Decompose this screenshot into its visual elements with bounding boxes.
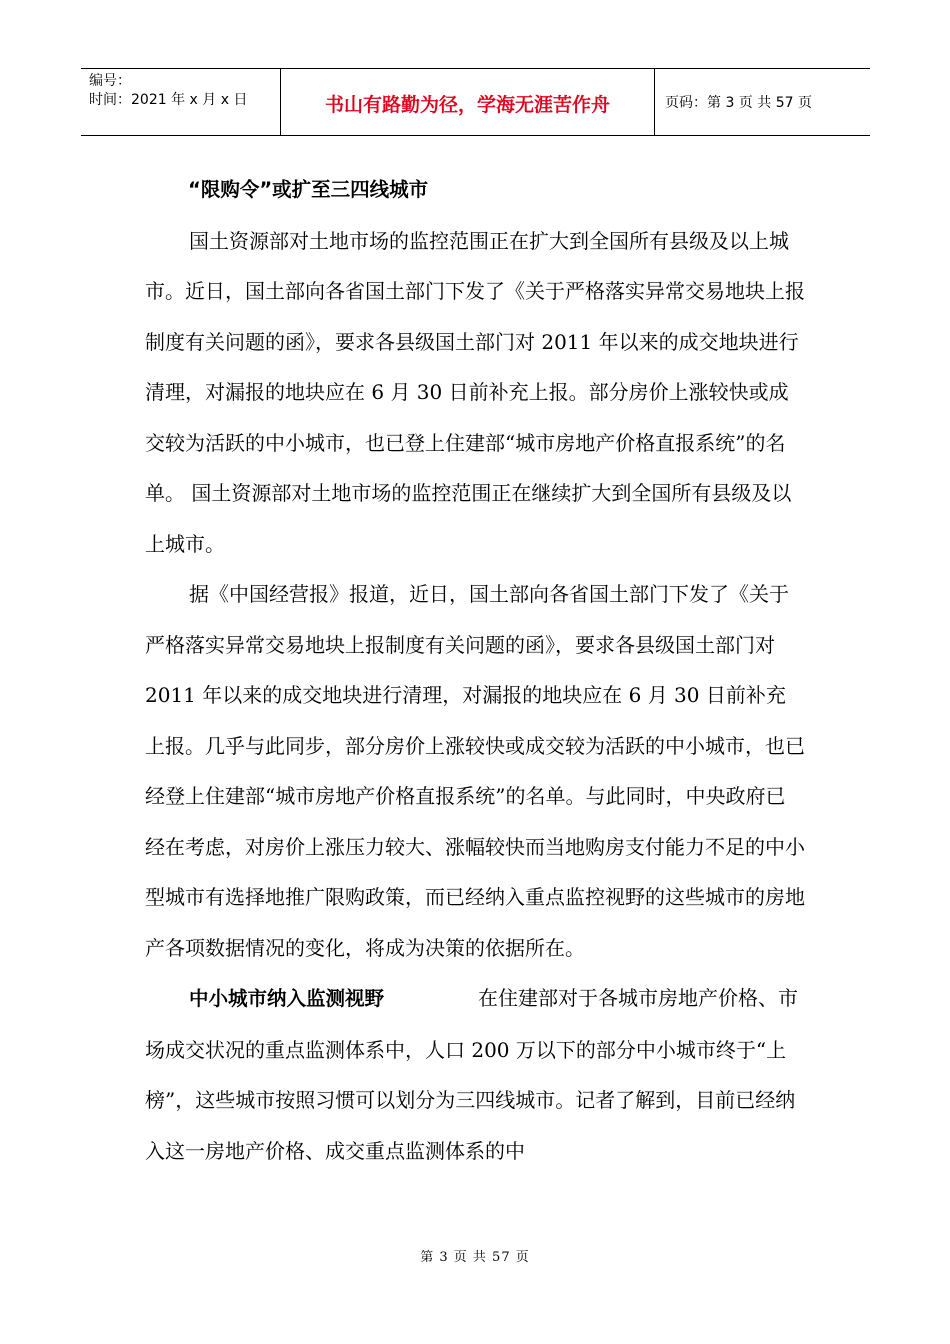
header-meta bbox=[81, 69, 281, 135]
paragraph-text: 在住建部对于各城市房地产价格、市场成交状况的重点监测体系中，人口 200 万以下的部分中小城市终于“上榜”，这些城市按照习惯可以划分为三四线城市。记者了解到，目前已经纳入这一房地产价格、成交重点监测体系的中 bbox=[145, 986, 799, 1163]
paragraph bbox=[145, 973, 805, 1176]
document-body bbox=[145, 165, 805, 1176]
page-footer: 第 3 页 共 57 页 bbox=[420, 1250, 530, 1265]
paragraph: 国土资源部对土地市场的监控范围正在扩大到全国所有县级及以上城市。近日，国土部向各省国土部门下发了《关于严格落实异常交易地块上报制度有关问题的函》，要求各县级国土部门对 2011 年以来的成交地块进行清理，对漏报的地块应在 6 月 30 日前补充上报。部分房价上涨较快或成交较为活跃的中小城市，也已登上住建部“城市房地产价格直报系统”的名单。 国土资源部对土地市场的监控范围正在继续扩大到全国所有县级及以上城市。 bbox=[145, 228, 805, 556]
header-page-info: 页码：第 3 页 共 57 页 bbox=[665, 95, 812, 111]
section-title: “限购令”或扩至三四线城市 bbox=[188, 178, 429, 201]
section-title: 中小城市纳入监测视野 bbox=[189, 987, 385, 1010]
date-line: 时间：2021 年 x 月 x 日 bbox=[89, 92, 248, 108]
page-header bbox=[81, 68, 870, 136]
paragraph: 据《中国经营报》报道，近日，国土部向各省国土部门下发了《关于严格落实异常交易地块上报制度有关问题的函》，要求各县级国土部门对 2011 年以来的成交地块进行清理，对漏报的地块应在 6 月 30 日前补充上报。几乎与此同步，部分房价上涨较快或成交较为活跃的中小城市，也已经登上住建部“城市房地产价格直报系统”的名单。与此同时，中央政府已经在考虑，对房价上涨压力较大、涨幅较快而当地购房支付能力不足的中小型城市有选择地推广限购政策，而已经纳入重点监控视野的这些城市的房地产各项数据情况的变化，将成为决策的依据所在。 bbox=[145, 582, 805, 960]
header-motto: 书山有路勤为径，学海无涯苦作舟 bbox=[281, 69, 655, 135]
number-label: 编号： bbox=[89, 73, 131, 89]
